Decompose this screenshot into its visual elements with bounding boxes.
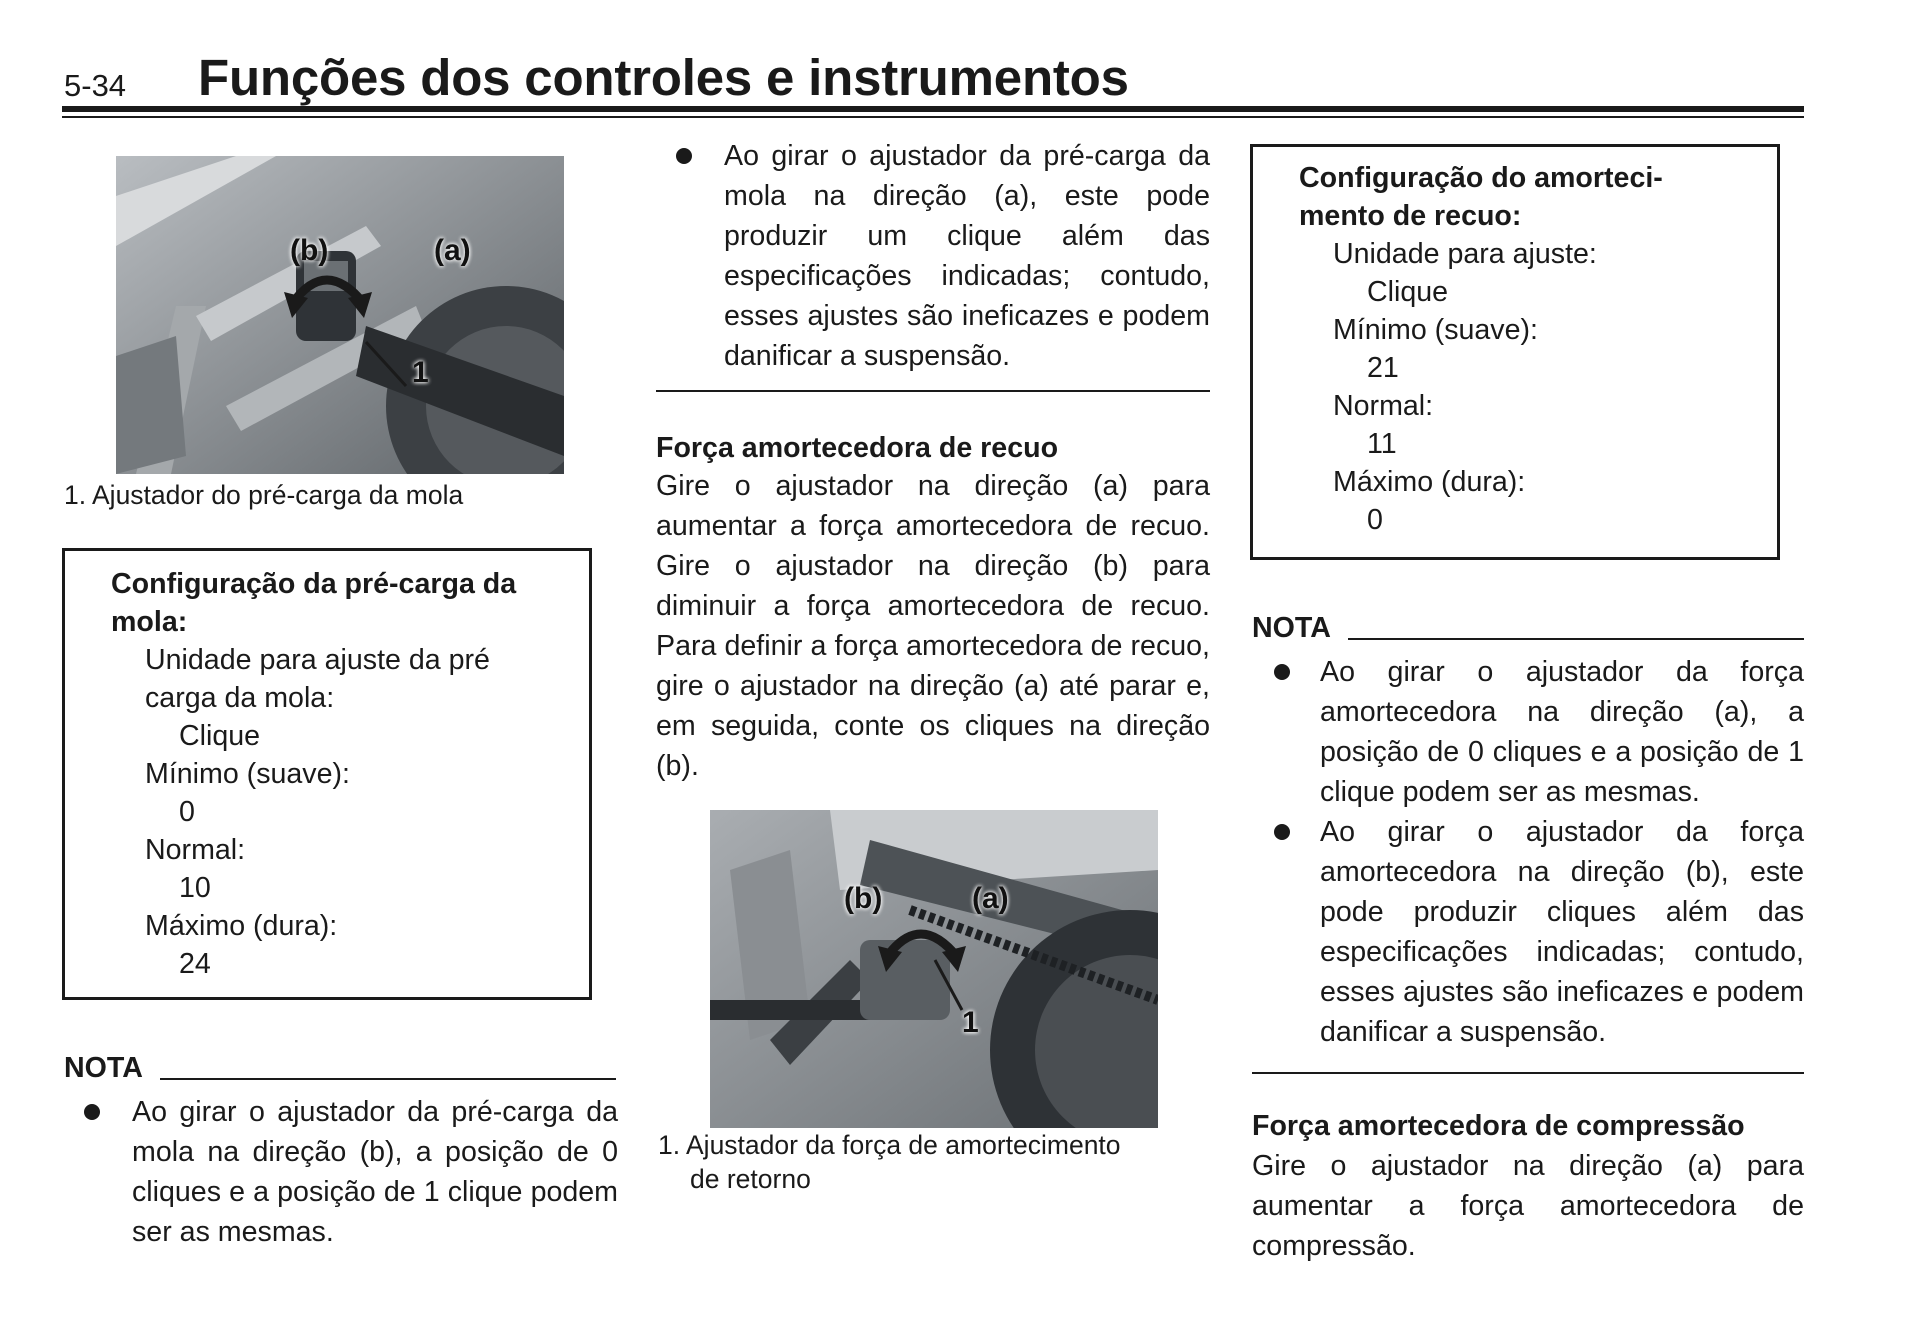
box1-min-label: Mínimo (suave): <box>145 758 350 790</box>
box2-min-value: 21 <box>1367 352 1399 384</box>
header-rule-thin <box>62 116 1804 118</box>
nota1-item: Ao girar o ajustador da pré-carga da mola na direção (b), a posição de 0 cliques e a posição de 1 clique podem ser as mesmas. <box>132 1096 618 1248</box>
nota1-label: NOTA <box>64 1052 143 1084</box>
figure1-caption: 1. Ajustador do pré-carga da mola <box>64 480 464 510</box>
box1-normal-label: Normal: <box>145 834 246 866</box>
nota2-bullet-icon-1 <box>1274 664 1290 680</box>
box1-max-value: 24 <box>179 948 211 980</box>
col2-divider <box>656 390 1210 392</box>
spring-preload-settings-box <box>62 548 592 1000</box>
box2-unit-value: Clique <box>1367 276 1449 308</box>
box1-unit-label-line2: carga da mola: <box>145 682 335 714</box>
nota2-rule <box>1348 638 1804 640</box>
nota2-item-2: Ao girar o ajustador da força amortecedora na direção (b), este pode produzir cliques além das especificações indicadas; contudo, esses ajustes são ineficazes e podem danificar a suspensão. <box>1320 816 1804 1048</box>
nota2-label: NOTA <box>1252 612 1331 644</box>
figure2-caption-line1: 1. Ajustador da força de amortecimento <box>658 1130 1121 1160</box>
compression-damping-paragraph: Gire o ajustador na direção (a) para aumentar a força amortecedora de compressão. <box>1252 1150 1804 1262</box>
figure2-label-b: (b) <box>844 882 883 915</box>
figure2-label-1: 1 <box>962 1006 979 1039</box>
figure1-label-1: 1 <box>412 356 429 389</box>
nota2-bullet-icon-2 <box>1274 824 1290 840</box>
box1-unit-label-line1: Unidade para ajuste da pré <box>145 644 490 676</box>
nota1-rule <box>160 1078 616 1080</box>
box1-heading-line1: Configuração da pré-carga da <box>111 568 517 600</box>
page-number: 5-34 <box>64 68 127 103</box>
figure-rebound-adjuster-photo <box>710 810 1158 1128</box>
nota1-bullet-icon <box>84 1104 100 1120</box>
col2-bullet-text: Ao girar o ajustador da pré-carga da mola na direção (a), este pode produzir um clique além das especificações indicadas; contudo, esses ajustes são ineficazes e podem danificar a suspensão. <box>724 140 1210 372</box>
header-rule-thick <box>62 106 1804 112</box>
box2-min-label: Mínimo (suave): <box>1333 314 1538 346</box>
box1-min-value: 0 <box>179 796 195 828</box>
box1-heading-line2: mola: <box>111 606 188 638</box>
page-title: Funções dos controles e instrumentos <box>198 49 1129 106</box>
figure-spring-preload-photo <box>116 156 564 474</box>
figure1-label-a: (a) <box>434 234 471 267</box>
rebound-damping-paragraph: Gire o ajustador na direção (a) para aumentar a força amortecedora de recuo. Gire o ajustador na direção (b) para diminuir a força amortecedora de recuo. Para definir a força amortecedora de recuo, gire o ajustador na direção (a) até parar e, em seguida, conte os cliques na direção (b). <box>656 470 1210 782</box>
rebound-damping-heading: Força amortecedora de recuo <box>656 432 1059 464</box>
box2-normal-label: Normal: <box>1333 390 1434 422</box>
box2-max-label: Máximo (dura): <box>1333 466 1526 498</box>
box2-heading-line1: Configuração do amorteci- <box>1299 162 1663 194</box>
nota2-item-1: Ao girar o ajustador da força amortecedora na direção (a), a posição de 0 cliques e a posição de 1 clique podem ser as mesmas. <box>1320 656 1804 808</box>
box2-heading-line2: mento de recuo: <box>1299 200 1522 232</box>
box1-unit-value: Clique <box>179 720 261 752</box>
box2-normal-value: 11 <box>1367 428 1397 460</box>
rebound-damping-settings-box <box>1250 144 1780 560</box>
compression-damping-heading: Força amortecedora de compressão <box>1252 1110 1745 1142</box>
col3-divider <box>1252 1072 1804 1074</box>
col2-bullet-icon <box>676 148 692 164</box>
box1-max-label: Máximo (dura): <box>145 910 338 942</box>
figure2-caption-line2: de retorno <box>690 1164 811 1194</box>
figure2-label-a: (a) <box>972 882 1009 915</box>
box2-unit-label: Unidade para ajuste: <box>1333 238 1597 270</box>
figure1-label-b: (b) <box>290 234 329 267</box>
box1-normal-value: 10 <box>179 872 211 904</box>
box2-max-value: 0 <box>1367 504 1383 536</box>
